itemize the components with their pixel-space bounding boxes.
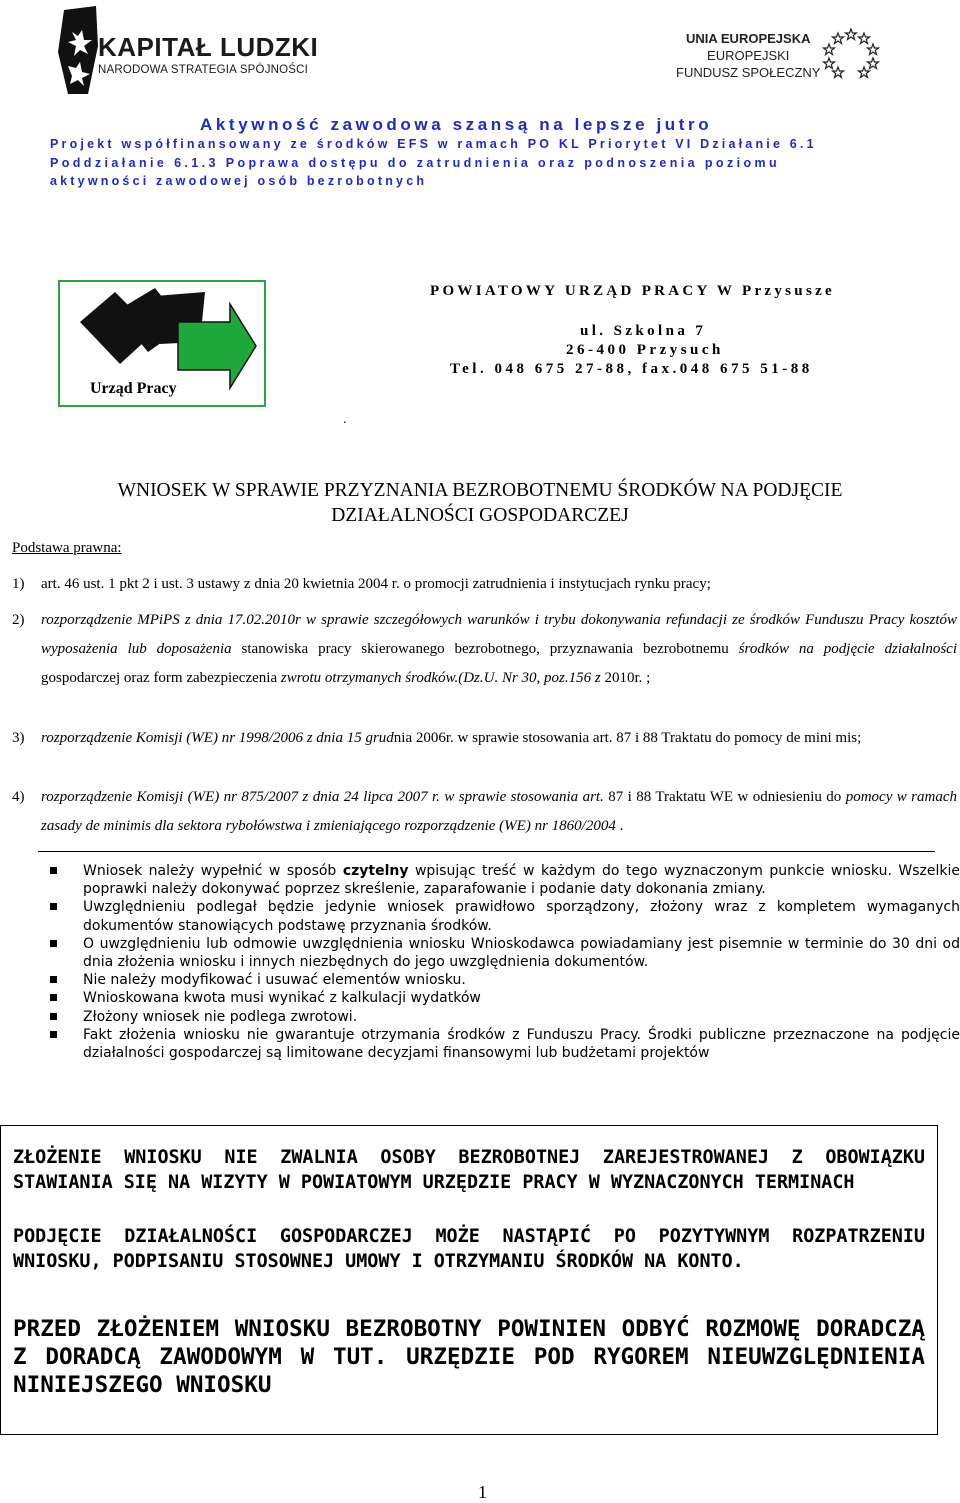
- bullet-text: O uwzględnieniu lub odmowie uwzględnienia wniosku Wnioskodawca powiadamiany jest pisemnie w terminie do 30 dni od dnia złożenia wniosku i innych niezbędnych do jego uwzględnienia dokumentów.: [83, 935, 960, 971]
- legal-basis-label: Podstawa prawna:: [12, 540, 122, 556]
- legal-item-number: 1): [12, 576, 25, 592]
- legal-item: [12, 783, 957, 841]
- bullet-text: Fakt złożenia wniosku nie gwarantuje otrzymania środków z Funduszu Pracy. Środki publiczne przeznaczone na podjęcie działalności gospodarczej są limitowane decyzjami finansowymi lub budżetami projektów: [83, 1026, 960, 1062]
- legal-item: [12, 606, 957, 693]
- legal-item-italic: rozporządzenie MPiPS z dnia 17.02.2010r w sprawie szczegółowych warunków i trybu dokonywania refundacji ze środków Funduszu Pracy kosztów wyposażenia lub doposażenia: [41, 612, 957, 657]
- project-line-1: Projekt współfinansowany ze środków EFS w ramach PO KL Priorytet VI Działanie 6.1: [50, 137, 817, 151]
- list-item: [50, 1026, 960, 1062]
- legal-item: [12, 724, 957, 753]
- bullet-text-bold: czytelny: [342, 863, 409, 879]
- bullet-square-icon: [50, 1013, 57, 1020]
- legal-item-number: 3): [12, 730, 25, 746]
- project-line-3: aktywności zawodowej osób bezrobotnych: [50, 174, 428, 188]
- urzad-pracy-label: Urząd Pracy: [90, 380, 177, 397]
- legal-item-italic: pomocy w ramach zasady de minimis dla sektora rybołówstwa i zmieniającego rozporządzenie (WE) nr 1860/2004: [41, 789, 957, 834]
- bullet-square-icon: [50, 994, 57, 1001]
- legal-item-italic: środków na podjęcie działalności: [738, 641, 957, 657]
- legal-item-italic: rozporządzenie Komisji (WE) nr 1998/2006 z dnia 15 grud: [41, 730, 394, 746]
- bullet-text: Uwzględnieniu podlegał będzie jedynie wniosek prawidłowo sporządzony, złożony wraz z kompletem wymaganych dokumentów stanowiących podstawę przyznania środków.: [83, 899, 960, 934]
- legal-item-number: 4): [12, 789, 25, 805]
- kapital-ludzki-title: KAPITAŁ LUDZKI: [98, 32, 319, 62]
- project-line-2: Poddziałanie 6.1.3 Poprawa dostępu do zatrudnienia oraz podnoszenia poziomu: [50, 156, 781, 170]
- legal-item-text: art. 46 ust. 1 pkt 2 i ust. 3 ustawy z dnia 20 kwietnia 2004 r. o promocji zatrudnienia i instytucjach rynku pracy;: [41, 576, 711, 592]
- warning-paragraph-2: PODJĘCIE DZIAŁALNOŚCI GOSPODARCZEJ MOŻE NASTĄPIĆ PO POZYTYWNYM ROZPATRZENIU WNIOSKU, PODPISANIU STOSOWNEJ UMOWY I OTRZYMANIU ŚRODKÓW NA KONTO.: [13, 1226, 925, 1272]
- document-title-line-1: WNIOSEK W SPRAWIE PRZYZNANIA BEZROBOTNEMU ŚRODKÓW NA PODJĘCIE: [117, 480, 843, 501]
- legal-item-plain: 2010r. ;: [600, 670, 651, 686]
- legal-item-plain: stanowiska pracy skierowanego bezrobotnego, przyznawania bezrobotnemu: [231, 641, 739, 657]
- legal-item-text: [41, 783, 957, 841]
- list-item: [50, 971, 960, 989]
- warning-paragraph-1: ZŁOŻENIE WNIOSKU NIE ZWALNIA OSOBY BEZROBOTNEJ ZAREJESTROWANEJ Z OBOWIĄZKU STAWIANIA SIĘ NA WIZYTY W POWIATOWYM URZĘDZIE PRACY W WYZNACZONYCH TERMINACH: [13, 1147, 925, 1193]
- list-item: [50, 1008, 960, 1026]
- list-item: [50, 935, 960, 971]
- eu-flag-icon: [820, 26, 882, 80]
- list-item: [50, 898, 960, 934]
- legal-item-plain: gospodarczej oraz form zabezpieczenia: [41, 670, 281, 686]
- legal-item-text: [41, 724, 957, 753]
- bullet-square-icon: [50, 1031, 57, 1038]
- instructions-list: [50, 862, 960, 1062]
- bullet-text: wpisując treść w każdym do tego wyznaczonym punkcie wniosku. Wszelkie poprawki należy dokonywać poprzez skreślenie, zaparafowanie i podanie daty dokonania zmiany.: [83, 863, 960, 898]
- warning-paragraph-3: PRZED ZŁOŻENIEM WNIOSKU BEZROBOTNY POWINIEN ODBYĆ ROZMOWĘ DORADCZĄ Z DORADCĄ ZAWODOWYM W TUT. URZĘDZIE POD RYGOREM NIEUWZGLĘDNIENIA NINIEJSZEGO WNIOSKU: [13, 1316, 925, 1398]
- kapital-ludzki-subtitle: NARODOWA STRATEGIA SPÓJNOŚCI: [98, 64, 309, 76]
- page-number: 1: [478, 1482, 487, 1502]
- bullet-square-icon: [50, 867, 57, 874]
- eu-line-2: EUROPEJSKI: [707, 48, 790, 63]
- office-contact: Tel. 048 675 27-88, fax.048 675 51-88: [450, 361, 813, 377]
- legal-item-italic: rozporządzenie Komisji (WE) nr 875/2007 z dnia 24 lipca 2007 r. w sprawie stosowania art.: [41, 789, 604, 805]
- document-title-line-2: DZIAŁALNOŚCI GOSPODARCZEJ: [331, 505, 629, 526]
- project-title: Aktywność zawodowa szansą na lepsze jutro: [200, 115, 713, 134]
- legal-item-plain: nia 2006r. w sprawie stosowania art. 87 i 88 Traktatu do pomocy de mini mis;: [393, 730, 862, 746]
- legal-item-text: [41, 606, 957, 693]
- bullet-text: Wniosek należy wypełnić w sposób: [83, 863, 343, 879]
- bullet-text: Nie należy modyfikować i usuwać elementów wniosku.: [83, 972, 466, 989]
- bullet-square-icon: [50, 976, 57, 983]
- bullet-square-icon: [50, 940, 57, 947]
- office-name: POWIATOWY URZĄD PRACY W Przysusze: [430, 283, 836, 299]
- legal-item-italic: zwrotu otrzymanych środków.(Dz.U. Nr 30, poz.156 z: [280, 670, 601, 686]
- list-item: [50, 989, 960, 1007]
- eu-logo-text: [676, 30, 820, 81]
- bullet-text: Złożony wniosek nie podlega zwrotowi.: [83, 1008, 358, 1025]
- office-city: 26-400 Przysuch: [566, 342, 724, 358]
- bullet-text: Wnioskowana kwota musi wynikać z kalkulacji wydatków: [83, 990, 481, 1007]
- legal-item: [12, 570, 957, 599]
- eu-line-3: FUNDUSZ SPOŁECZNY: [676, 65, 821, 80]
- document-title: [0, 478, 960, 528]
- section-divider: [38, 851, 935, 852]
- legal-item-plain: 87 i 88 Traktatu WE w odniesieniu do: [603, 789, 846, 805]
- eu-line-1: UNIA EUROPEJSKA: [685, 31, 811, 46]
- legal-item-plain: .: [615, 818, 624, 834]
- list-item: [50, 862, 960, 898]
- stray-dot: .: [343, 412, 347, 427]
- legal-item-number: 2): [12, 612, 25, 628]
- bullet-square-icon: [50, 903, 57, 910]
- office-street: ul. Szkolna 7: [580, 323, 707, 339]
